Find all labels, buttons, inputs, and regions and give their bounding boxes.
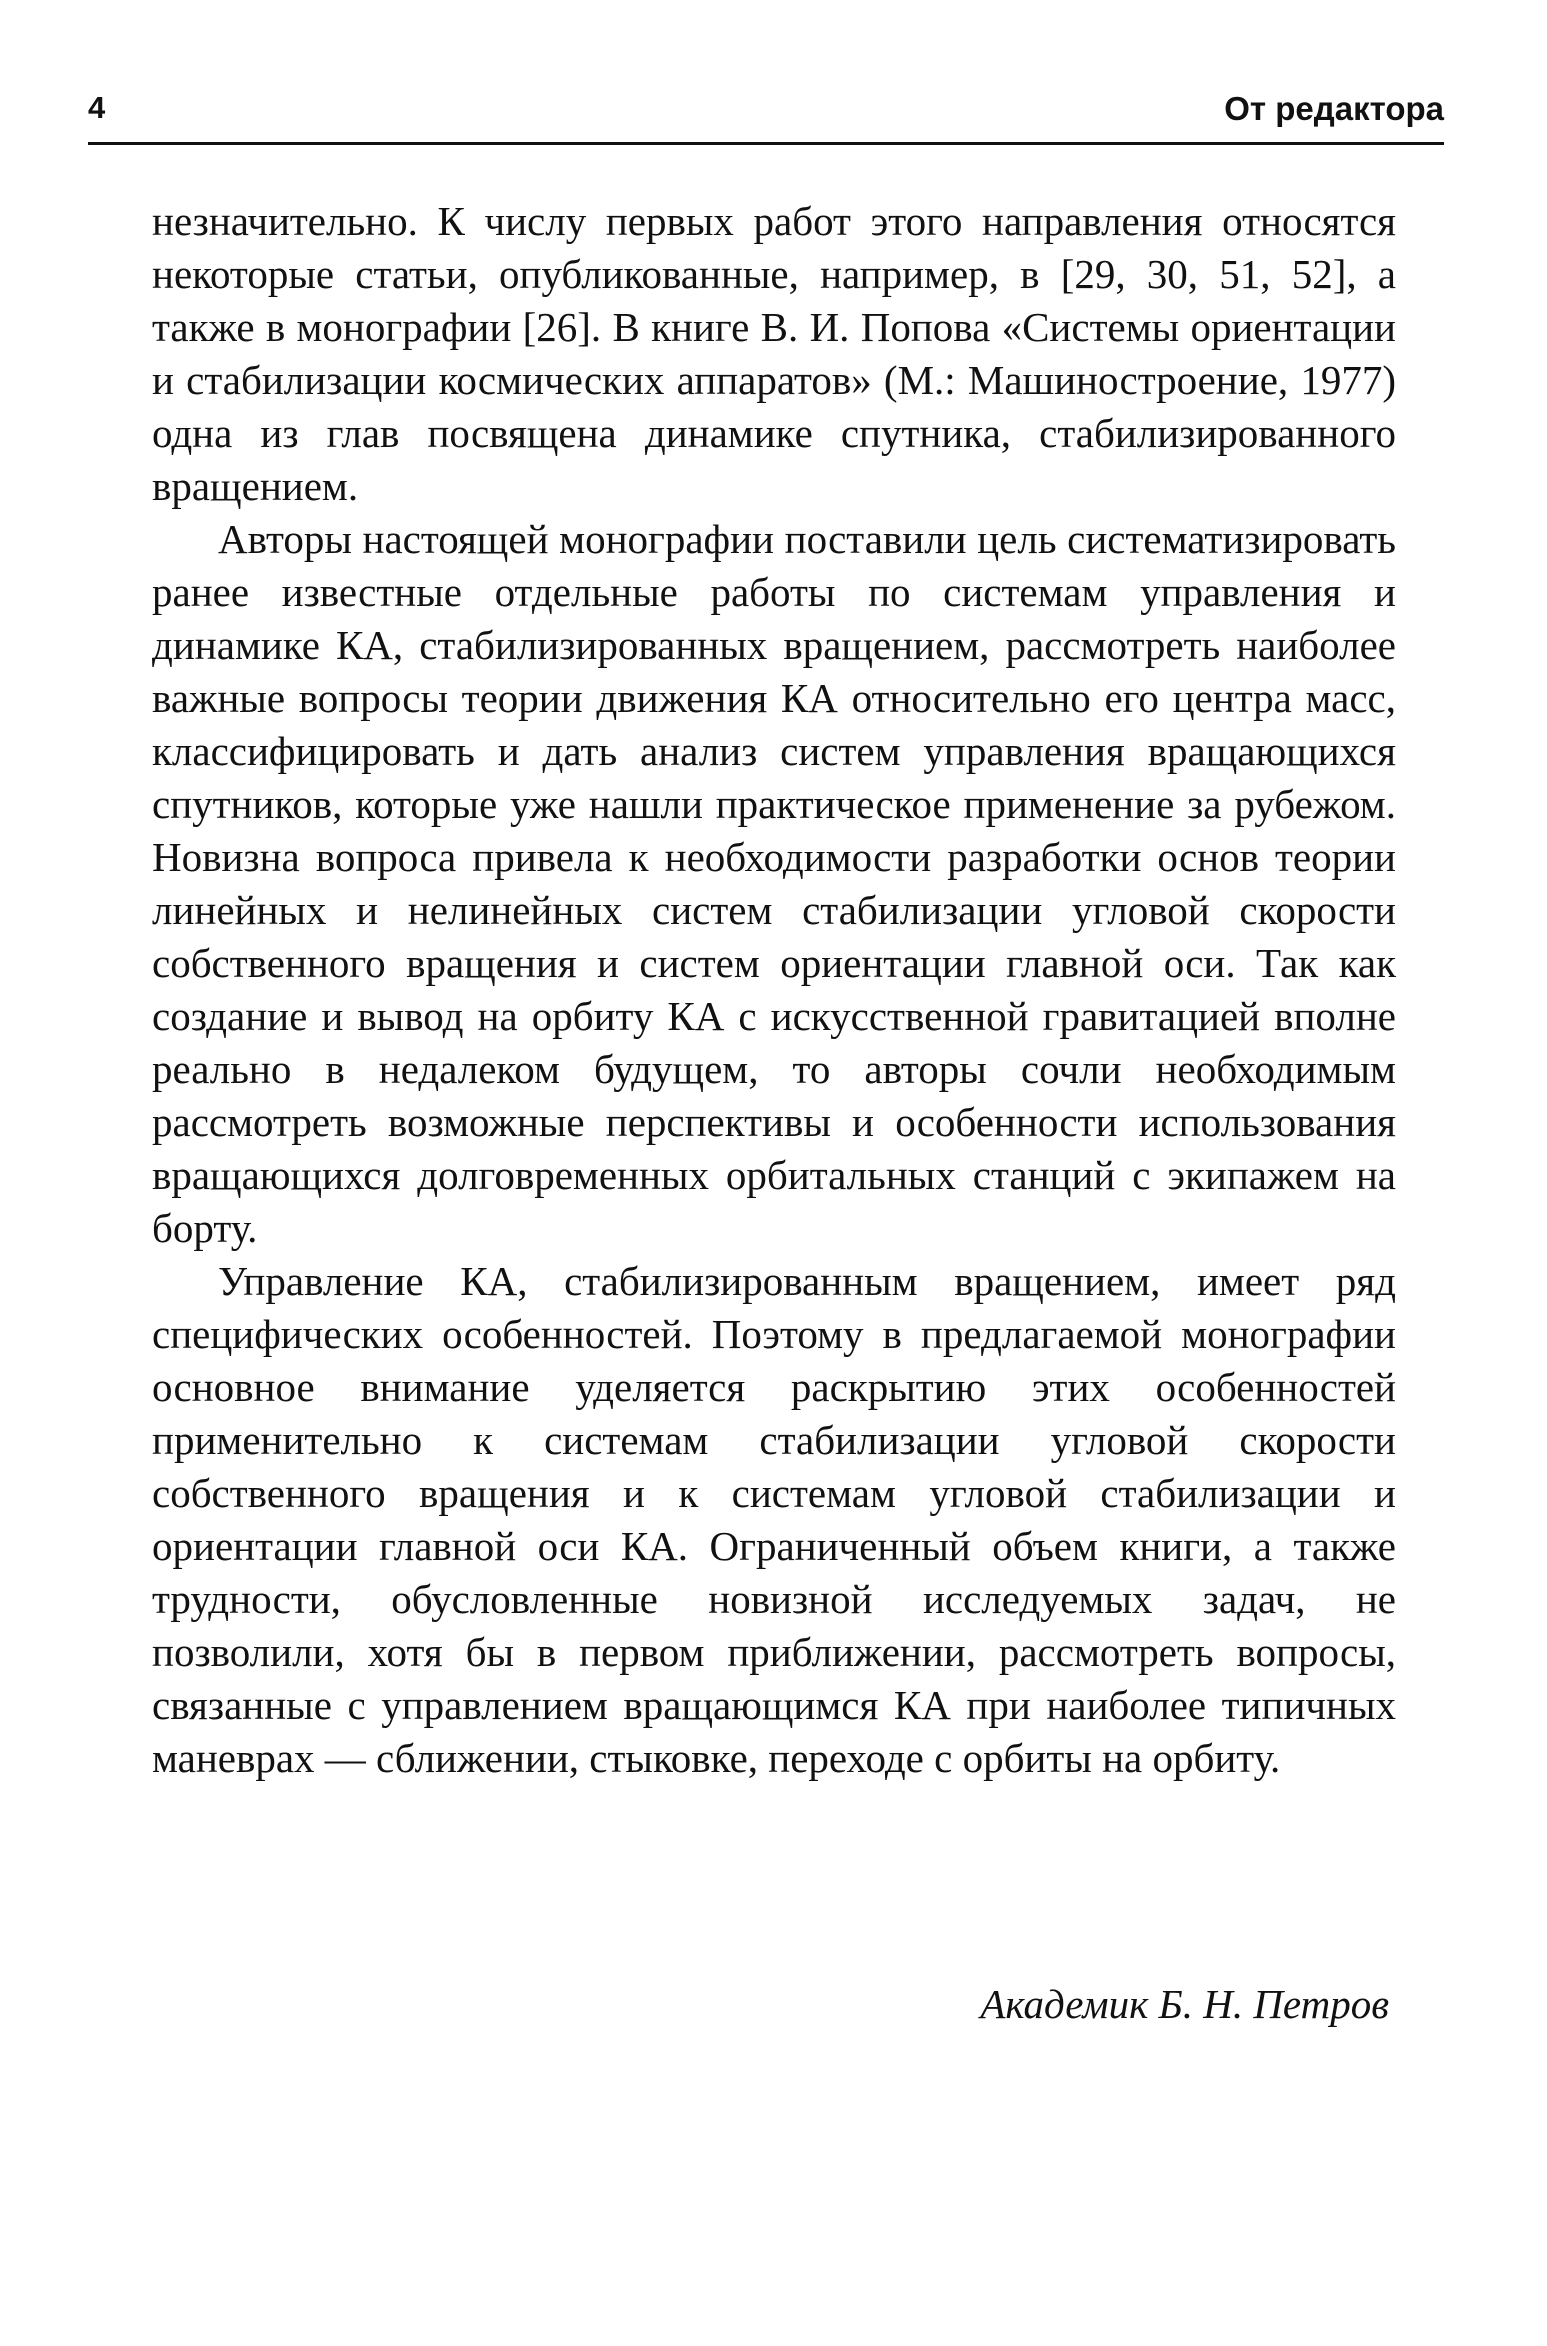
paragraph-authors-goal: Авторы настоящей монографии поставили цель систематизировать ранее известные отдельные работы по системам управления и динамике КА, стабилизированных вращением, рассмотреть наиболее важные вопросы теории движения КА относительно его центра масс, классифицировать и дать анализ систем управления вращающихся спутников, которые уже нашли практическое применение за рубежом. Новизна вопроса привела к необходимости разработки основ теории линейных и нелинейных систем стабилизации угловой скорости собственного вращения и систем ориентации главной оси. Так как создание и вывод на орбиту КА с искусственной гравитацией вполне реально в недалеком будущем, то авторы сочли необходимым рассмотреть возможные перспективы и особенности использования вращающихся долговременных орбитальных станций с экипажем на борту. [152, 516, 1396, 1251]
running-head: От редактора [1224, 90, 1444, 127]
paragraph-control-features: Управление КА, стабилизированным вращением, имеет ряд специфических особенностей. Поэтому в предлагаемой монографии основное внимание уделяется раскрытию этих особенностей применительно к системам стабилизации угловой скорости собственного вращения и к системам угловой стабилизации и ориентации главной оси КА. Ограниченный объем книги, а также трудности, обусловленные новизной исследуемых задач, не позволили, хотя бы в первом приближении, рассмотреть вопросы, связанные с управлением вращающимся КА при наиболее типичных маневрах — сближении, стыковке, переходе с орбиты на орбиту. [152, 1258, 1396, 1781]
paragraph-continued: незначительно. К числу первых работ этого направления относятся некоторые статьи, опубликованные, например, в [29, 30, 51, 52], а также в монографии [26]. В книге В. И. Попова «Системы ориентации и стабилизации космических аппаратов» (М.: Машиностроение, 1977) одна из глав посвящена динамике спутника, стабилизированного вращением. [152, 198, 1396, 509]
text-body [152, 195, 1396, 1785]
page-header [88, 90, 1444, 145]
page-number: 4 [88, 90, 106, 125]
editor-signature: Академик Б. Н. Петров [980, 1981, 1389, 2027]
